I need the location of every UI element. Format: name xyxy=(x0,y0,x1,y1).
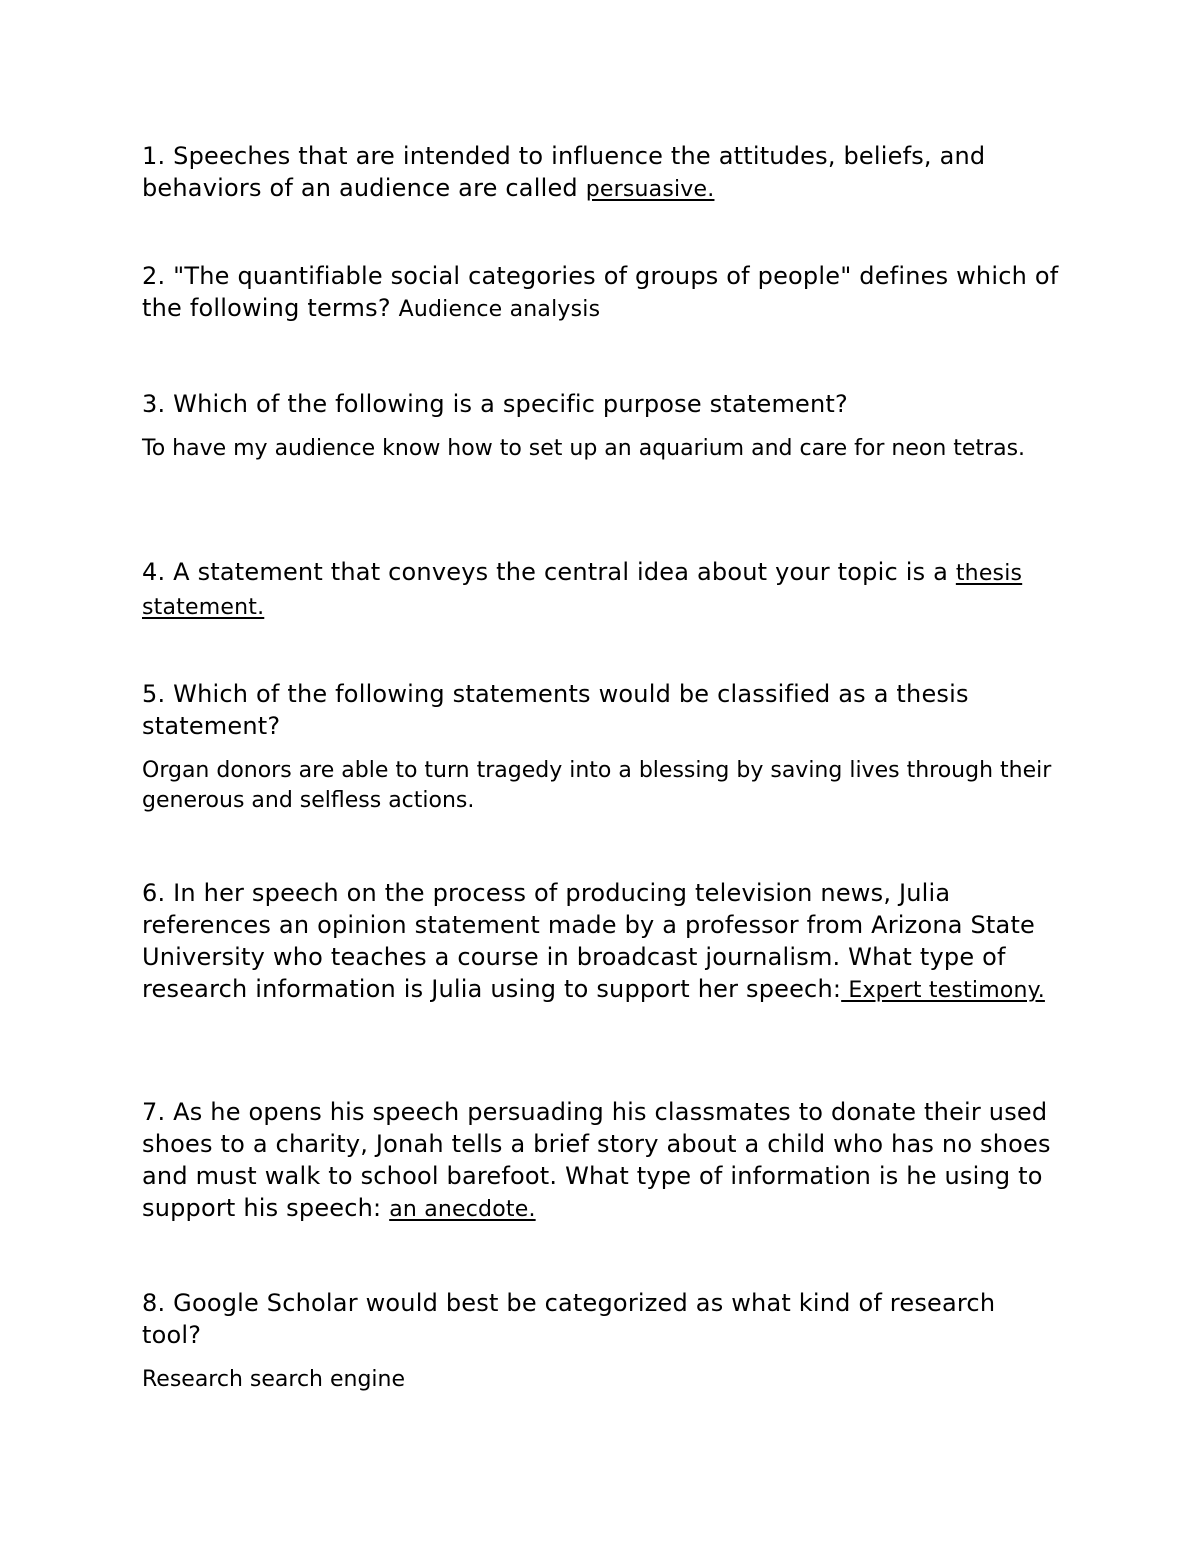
question-1-answer: persuasive. xyxy=(585,177,715,202)
question-7-prompt: As he opens his speech persuading his classmates to donate their used shoes to a charity, Jonah tells a brief story about a child who has no shoes and must walk to school barefoot. What type of information is he using to support his speech: xyxy=(142,1098,1051,1222)
question-5 xyxy=(142,678,1062,816)
question-8-answer: Research search engine xyxy=(142,1367,406,1392)
question-6 xyxy=(142,877,1062,1007)
question-3-prompt: Which of the following is a specific purpose statement? xyxy=(165,390,848,418)
question-4-answer: thesis statement. xyxy=(142,561,1023,620)
question-8-text xyxy=(142,1287,1062,1351)
question-6-number: 6. xyxy=(142,879,166,907)
question-4-number: 4. xyxy=(142,558,166,586)
question-5-prompt: Which of the following statements would be classified as a thesis statement? xyxy=(142,680,969,740)
question-5-number: 5. xyxy=(142,680,166,708)
question-3-text xyxy=(142,388,1062,420)
question-6-answer: Expert testimony. xyxy=(841,978,1045,1003)
question-8-prompt: Google Scholar would best be categorized as what kind of research tool? xyxy=(142,1289,996,1349)
question-4 xyxy=(142,556,1062,624)
question-8-number: 8. xyxy=(142,1289,166,1317)
question-8 xyxy=(142,1287,1062,1395)
question-6-prompt: In her speech on the process of producing television news, Julia references an opinion statement made by a professor from Arizona State University who teaches a course in broadcast journalism. What type of research information is Julia using to support her speech: xyxy=(142,879,1036,1003)
question-2-prompt: "The quantifiable social categories of groups of people" defines which of the following terms? xyxy=(142,262,1059,322)
question-7-answer: an anecdote. xyxy=(389,1197,536,1222)
question-3-number: 3. xyxy=(142,390,166,418)
question-7 xyxy=(142,1096,1062,1226)
question-4-text xyxy=(142,556,1062,624)
question-3 xyxy=(142,388,1062,464)
question-5-text xyxy=(142,678,1062,742)
question-6-text xyxy=(142,877,1062,1007)
question-5-answer: Organ donors are able to turn tragedy into a blessing by saving lives through their generous and selfless actions. xyxy=(142,758,1052,813)
question-2-text xyxy=(142,260,1062,326)
question-1-number: 1. xyxy=(142,142,166,170)
question-2 xyxy=(142,260,1062,326)
question-3-answer: To have my audience know how to set up an aquarium and care for neon tetras. xyxy=(142,436,1026,461)
question-7-number: 7. xyxy=(142,1098,166,1126)
question-1 xyxy=(142,140,1062,206)
question-2-number: 2. xyxy=(142,262,166,290)
question-1-text xyxy=(142,140,1062,206)
question-2-answer: Audience analysis xyxy=(398,297,601,322)
question-4-prompt: A statement that conveys the central idea about your topic is a xyxy=(165,558,956,586)
question-1-prompt: Speeches that are intended to influence the attitudes, beliefs, and behaviors of an audience are called xyxy=(142,142,986,202)
question-7-text xyxy=(142,1096,1062,1226)
